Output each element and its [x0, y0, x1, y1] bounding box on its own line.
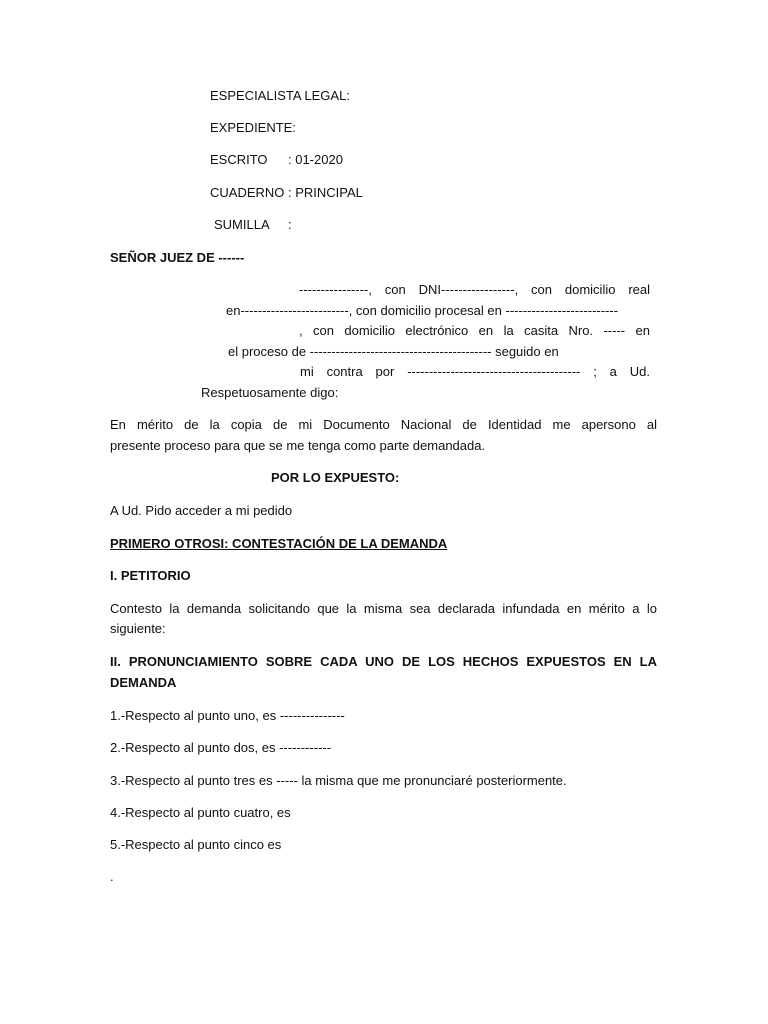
escrito-row [210, 150, 343, 170]
intro-line-5: mi contra por ---------------------------------------- ; a Ud. [300, 364, 650, 379]
escrito-value: : 01-2020 [288, 152, 343, 167]
cuaderno-label: CUADERNO : PRINCIPAL [210, 185, 363, 200]
petitorio-line-1: Contesto la demanda solicitando que la misma sea declarada infundada en mérito a lo [110, 601, 657, 616]
pido-line: A Ud. Pido acceder a mi pedido [110, 503, 293, 518]
punto-item: 4.-Respecto al punto cuatro, es [110, 805, 291, 820]
sumilla-label: SUMILLA [214, 217, 270, 232]
punto-item: 2.-Respecto al punto dos, es ------------ [110, 740, 332, 755]
addressee: SEÑOR JUEZ DE ------ [110, 250, 245, 265]
petitorio-line-2: siguiente: [110, 621, 166, 636]
paragraph-1-line-1: En mérito de la copia de mi Documento Nacional de Identidad me apersono al [110, 417, 657, 432]
pronunciamiento-heading-line-1: II. PRONUNCIAMIENTO SOBRE CADA UNO DE LOS HECHOS EXPUESTOS EN LA [110, 654, 657, 669]
especialista-legal-label: ESPECIALISTA LEGAL: [210, 88, 350, 103]
pronunciamiento-heading-line-2: DEMANDA [110, 675, 177, 690]
punto-item: 5.-Respecto al punto cinco es [110, 837, 282, 852]
primer-otrosi-heading: PRIMERO OTROSI: CONTESTACIÓN DE LA DEMANDA [110, 536, 448, 551]
escrito-label: ESCRITO [210, 152, 268, 167]
intro-line-1: ----------------, con DNI-----------------, con domicilio real [299, 282, 650, 297]
intro-line-3: , con domicilio electrónico en la casita Nro. ----- en [299, 323, 650, 338]
paragraph-1-line-2: presente proceso para que se me tenga como parte demandada. [110, 438, 486, 453]
intro-line-4: el proceso de ------------------------------------------ seguido en [228, 344, 559, 359]
sumilla-value: : [288, 217, 292, 232]
trailing-period: . [110, 869, 114, 884]
por-lo-expuesto-heading: POR LO EXPUESTO: [271, 470, 400, 485]
intro-line-2: en-------------------------, con domicilio procesal en -------------------------- [226, 303, 619, 318]
punto-item: 1.-Respecto al punto uno, es --------------- [110, 708, 345, 723]
petitorio-heading: I. PETITORIO [110, 568, 191, 583]
expediente-label: EXPEDIENTE: [210, 120, 296, 135]
sumilla-row [214, 215, 292, 235]
intro-line-6: Respetuosamente digo: [201, 385, 339, 400]
punto-item: 3.-Respecto al punto tres es ----- la misma que me pronunciaré posteriormente. [110, 773, 567, 788]
